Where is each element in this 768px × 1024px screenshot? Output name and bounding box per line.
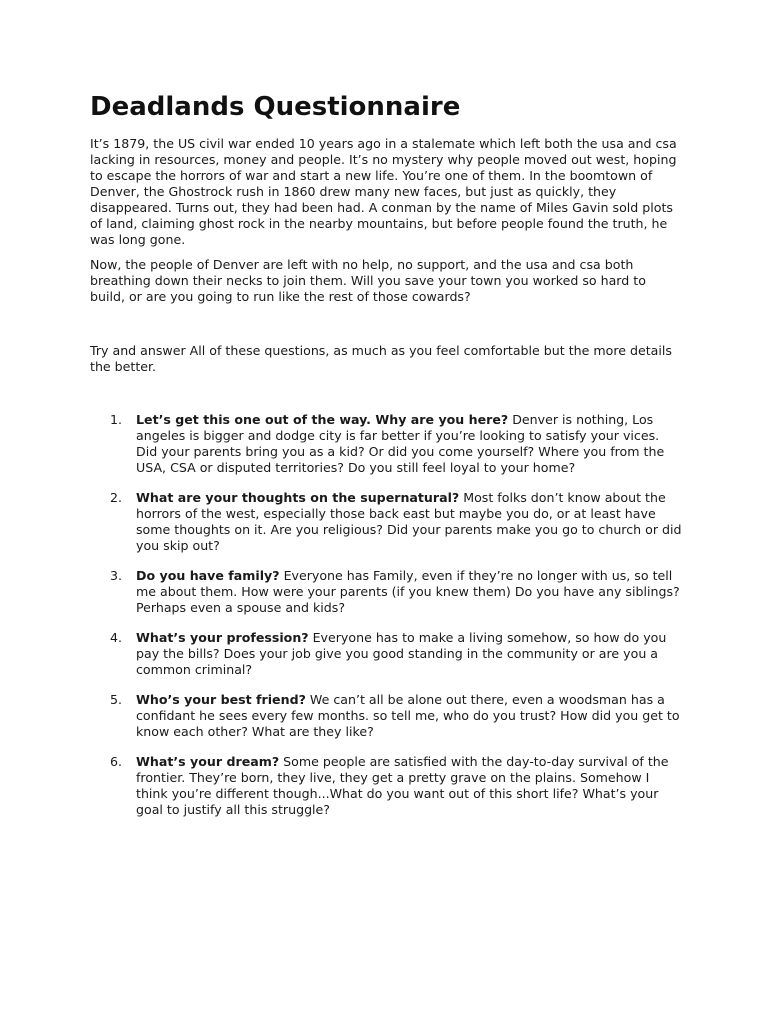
question-number: 6.	[110, 754, 123, 769]
question-text: Most folks don’t know about the horrors of the west, especially those back east but maybe you do, or at least have some thoughts on it. Are you religious? Did your parents make you go to church or did you skip out?	[136, 490, 682, 553]
question-text: Some people are satisfied with the day-to-day survival of the frontier. They’re born, they live, they get a pretty grave on the plains. Somehow I think you’re different though...What do you want out of this short life? What’s your goal to justify all this struggle?	[136, 754, 669, 817]
question-heading: Let’s get this one out of the way. Why are you here?	[136, 412, 509, 427]
question-item	[110, 754, 682, 818]
intro-paragraph-1: It’s 1879, the US civil war ended 10 years ago in a stalemate which left both the usa and csa lacking in resources, money and people. It’s no mystery why people moved out west, hoping to escape the horrors of war and start a new life. You’re one of them. In the boomtown of Denver, the Ghostrock rush in 1860 drew many new faces, but just as quickly, they disappeared. Turns out, they had been had. A conman by the name of Miles Gavin sold plots of land, claiming ghost rock in the nearby mountains, but before people found the truth, he was long gone.	[90, 136, 677, 247]
question-number: 1.	[110, 412, 123, 427]
question-item	[110, 412, 682, 476]
document-page	[90, 90, 682, 817]
question-text: Denver is nothing, Los angeles is bigger and dodge city is far better if you’re looking to satisfy your vices. Did your parents bring you as a kid? Or did you come yourself? Where you from the USA, CSA or disputed territories? Do you still feel loyal to your home?	[136, 412, 665, 475]
question-heading: What are your thoughts on the supernatural?	[136, 490, 460, 505]
question-item	[110, 692, 682, 740]
question-text: Everyone has Family, even if they’re no longer with us, so tell me about them. How were your parents (if you knew them) Do you have any siblings? Perhaps even a spouse and kids?	[136, 568, 680, 615]
question-heading: Do you have family?	[136, 568, 280, 583]
question-heading: Who’s your best friend?	[136, 692, 306, 707]
document-title: Deadlands Questionnaire	[90, 92, 461, 122]
question-text: Everyone has to make a living somehow, so how do you pay the bills? Does your job give you good standing in the community or are you a common criminal?	[136, 630, 667, 677]
question-item	[110, 568, 682, 616]
question-item	[110, 630, 682, 678]
question-heading: What’s your dream?	[136, 754, 280, 769]
question-text: We can’t all be alone out there, even a woodsman has a confidant he sees every few months. so tell me, who do you trust? How did you get to know each other? What are they like?	[136, 692, 680, 739]
spacer	[90, 314, 680, 343]
question-number: 4.	[110, 630, 123, 645]
question-number: 3.	[110, 568, 123, 583]
question-item	[110, 490, 682, 554]
instructions-paragraph: Try and answer All of these questions, as much as you feel comfortable but the more details the better.	[90, 343, 672, 374]
questions-list	[110, 412, 682, 832]
question-number: 5.	[110, 692, 123, 707]
question-number: 2.	[110, 490, 123, 505]
intro-paragraph-2: Now, the people of Denver are left with no help, no support, and the usa and csa both breathing down their necks to join them. Will you save your town you worked so hard to build, or are you going to run like the rest of those cowards?	[90, 257, 646, 304]
question-heading: What’s your profession?	[136, 630, 309, 645]
